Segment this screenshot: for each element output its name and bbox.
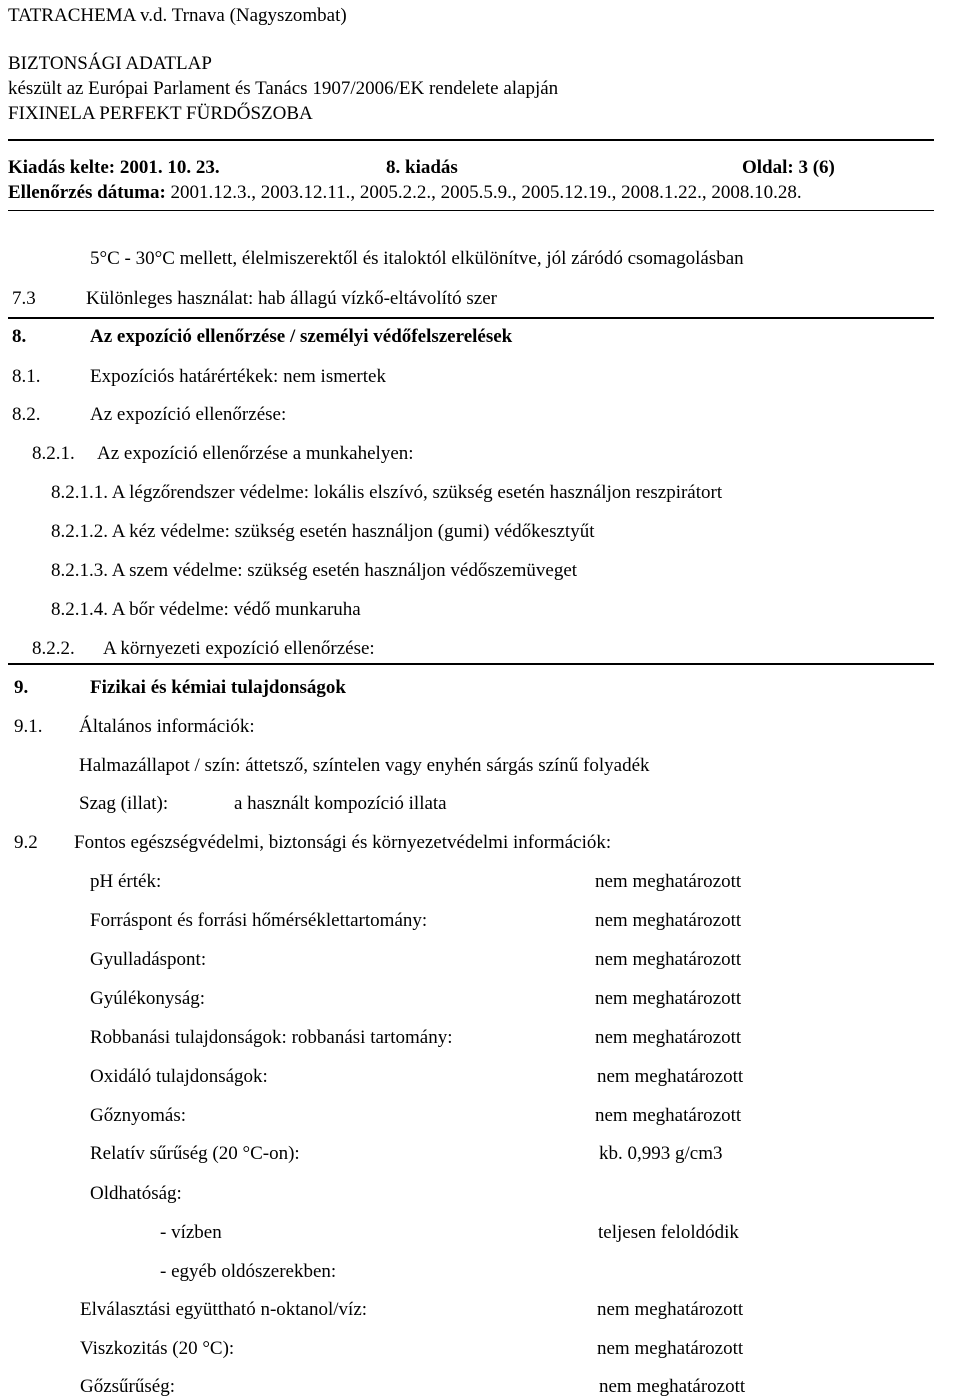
issue-date: Kiadás kelte: 2001. 10. 23. xyxy=(8,157,220,178)
section-9-1-text: Általános információk: xyxy=(79,716,255,737)
header-rule xyxy=(8,139,934,141)
property-label: Viszkozitás (20 °C): xyxy=(80,1338,235,1359)
property-value: teljesen feloldódik xyxy=(598,1222,739,1243)
section-8-title: Az expozíció ellenőrzése / személyi védőfelszerelések xyxy=(90,326,513,347)
section-8-2-1-4: 8.2.1.4. A bőr védelme: védő munkaruha xyxy=(51,599,361,620)
property-label: Oldhatóság: xyxy=(90,1183,182,1204)
property-label: Relatív sűrűség (20 °C-on): xyxy=(90,1143,300,1164)
section-8-2-2-text: A környezeti expozíció ellenőrzése: xyxy=(103,638,375,659)
section-7-3-text: Különleges használat: hab állagú vízkő-eltávolító szer xyxy=(86,288,497,309)
property-label: - egyéb oldószerekben: xyxy=(160,1261,337,1282)
page-number: Oldal: 3 (6) xyxy=(742,157,835,178)
property-label: Gőznyomás: xyxy=(90,1105,187,1126)
property-value: nem meghatározott xyxy=(595,871,742,892)
section-8-2-1-number: 8.2.1. xyxy=(32,443,75,464)
section-9-title: Fizikai és kémiai tulajdonságok xyxy=(90,677,346,698)
section-8-2-2-number: 8.2.2. xyxy=(32,638,75,659)
section-8-2-1-3: 8.2.1.3. A szem védelme: szükség esetén használjon védőszemüveget xyxy=(51,560,578,581)
property-label: pH érték: xyxy=(90,871,162,892)
property-label: Forráspont és forrási hőmérséklettartomány: xyxy=(90,910,428,931)
section-8-number: 8. xyxy=(12,326,27,347)
section-9-2-text: Fontos egészségvédelmi, biztonsági és környezetvédelmi információk: xyxy=(74,832,612,853)
section-7-3-number: 7.3 xyxy=(12,288,36,309)
property-value: nem meghatározott xyxy=(595,949,742,970)
section-rule-8 xyxy=(8,317,934,319)
property-value: nem meghatározott xyxy=(595,988,742,1009)
property-label: Robbanási tulajdonságok: robbanási tartomány: xyxy=(90,1027,453,1048)
property-label: Oxidáló tulajdonságok: xyxy=(90,1066,268,1087)
review-dates-line xyxy=(8,183,802,202)
regulation-line: készült az Európai Parlament és Tanács 1907/2006/EK rendelete alapján xyxy=(8,78,559,99)
appearance-text: Halmazállapot / szín: áttetsző, színtelen vagy enyhén sárgás színű folyadék xyxy=(79,755,650,776)
property-label: Gyúlékonyság: xyxy=(90,988,206,1009)
review-dates: 2001.12.3., 2003.12.11., 2005.2.2., 2005.5.9., 2005.12.19., 2008.1.22., 2008.10.28. xyxy=(170,182,802,203)
property-value: kb. 0,993 g/cm3 xyxy=(599,1143,723,1164)
review-label: Ellenőrzés dátuma: xyxy=(8,182,166,203)
company-name: TATRACHEMA v.d. Trnava (Nagyszombat) xyxy=(8,5,347,26)
section-rule-9 xyxy=(8,663,934,665)
section-8-2-1-1: 8.2.1.1. A légzőrendszer védelme: lokális elszívó, szükség esetén használjon reszpirátort xyxy=(51,482,723,503)
edition: 8. kiadás xyxy=(386,157,458,178)
property-value: nem meghatározott xyxy=(599,1376,746,1397)
section-8-2-text: Az expozíció ellenőrzése: xyxy=(90,404,287,425)
section-8-1-text: Expozíciós határértékek: nem ismertek xyxy=(90,366,386,387)
section-9-2-number: 9.2 xyxy=(14,832,38,853)
section-8-2-1-2: 8.2.1.2. A kéz védelme: szükség esetén használjon (gumi) védőkesztyűt xyxy=(51,521,595,542)
property-value: nem meghatározott xyxy=(597,1338,744,1359)
section-8-2-1-text: Az expozíció ellenőrzése a munkahelyen: xyxy=(97,443,414,464)
odor-value: a használt kompozíció illata xyxy=(234,793,447,814)
property-label: Elválasztási együttható n-oktanol/víz: xyxy=(80,1299,368,1320)
property-label: Gyulladáspont: xyxy=(90,949,207,970)
property-value: nem meghatározott xyxy=(595,910,742,931)
property-value: nem meghatározott xyxy=(597,1299,744,1320)
property-value: nem meghatározott xyxy=(595,1027,742,1048)
property-label: - vízben xyxy=(160,1222,222,1243)
section-8-1-number: 8.1. xyxy=(12,366,41,387)
odor-label: Szag (illat): xyxy=(79,793,169,814)
property-value: nem meghatározott xyxy=(595,1105,742,1126)
header-rule-2 xyxy=(8,210,934,211)
document-title: BIZTONSÁGI ADATLAP xyxy=(8,53,212,74)
section-8-2-number: 8.2. xyxy=(12,404,41,425)
section-9-number: 9. xyxy=(14,677,29,698)
product-name: FIXINELA PERFEKT FÜRDŐSZOBA xyxy=(8,103,313,124)
storage-text: 5°C - 30°C mellett, élelmiszerektől és italoktól elkülönítve, jól záródó csomagolásban xyxy=(90,248,744,269)
property-label: Gőzsűrűség: xyxy=(80,1376,175,1397)
section-9-1-number: 9.1. xyxy=(14,716,43,737)
property-value: nem meghatározott xyxy=(597,1066,744,1087)
